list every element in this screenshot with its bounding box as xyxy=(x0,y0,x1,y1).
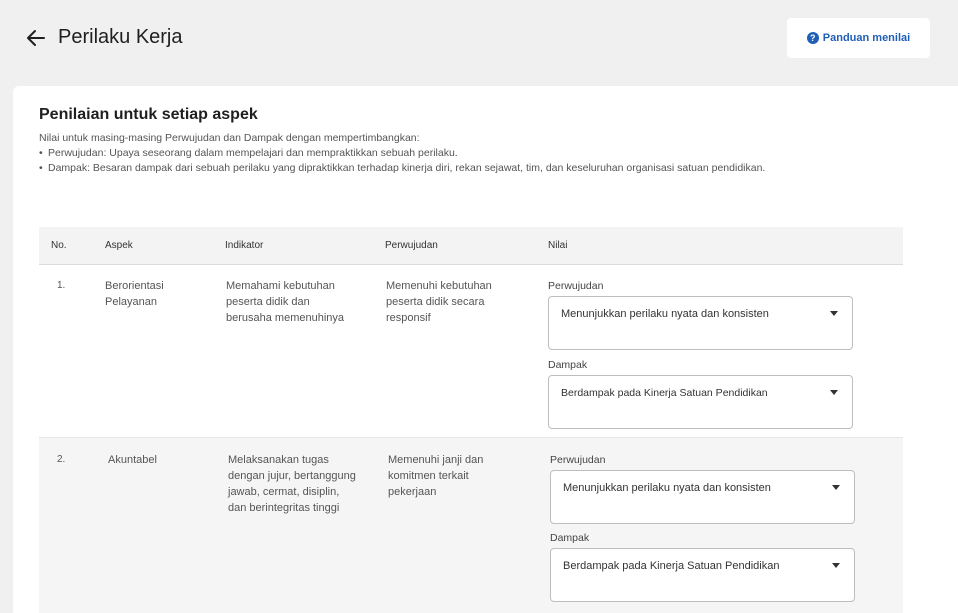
perwujudan-label: Perwujudan xyxy=(548,280,604,292)
perwujudan-select[interactable] xyxy=(548,296,853,350)
table-header xyxy=(39,227,903,265)
row-perwujudan: Memenuhi janji dan komitmen terkait pekerjaan xyxy=(388,454,484,498)
perwujudan-select-value: Menunjukkan perilaku nyata dan konsisten xyxy=(561,308,769,320)
perwujudan-label: Perwujudan xyxy=(550,454,606,466)
intro-text xyxy=(39,131,799,176)
header-no: No. xyxy=(51,240,67,251)
row-perwujudan: Memenuhi kebutuhan peserta didik secara responsif xyxy=(386,280,492,324)
dampak-select-value: Berdampak pada Kinerja Satuan Pendidikan xyxy=(561,387,768,399)
caret-down-icon xyxy=(830,390,838,395)
dampak-select[interactable] xyxy=(548,375,853,429)
header-perwujudan: Perwujudan xyxy=(385,240,438,251)
header-aspek: Aspek xyxy=(105,240,133,251)
guide-button-label: Panduan menilai xyxy=(822,32,911,44)
dampak-select[interactable] xyxy=(550,548,855,602)
assessment-card xyxy=(13,86,958,613)
row-indikator: Melaksanakan tugas dengan jujur, bertanggung jawab, cermat, disiplin, dan berintegritas tinggi xyxy=(228,454,356,514)
section-title: Penilaian untuk setiap aspek xyxy=(39,106,258,123)
row-indikator: Memahami kebutuhan peserta didik dan berusaha memenuhinya xyxy=(226,280,345,324)
bullet-dampak: • Dampak: Besaran dampak dari sebuah perilaku yang dipraktikkan terhadap kinerja diri, rekan sejawat, tim, dan keseluruhan organisasi satuan pendidikan. xyxy=(39,161,799,176)
dampak-label: Dampak xyxy=(550,532,590,544)
intro-description: Nilai untuk masing-masing Perwujudan dan Dampak dengan mempertimbangkan: xyxy=(39,132,420,144)
dampak-label: Dampak xyxy=(548,359,588,371)
caret-down-icon xyxy=(832,485,840,490)
header-nilai: Nilai xyxy=(548,240,568,251)
perwujudan-select[interactable] xyxy=(550,470,855,524)
intro-bullets xyxy=(39,146,799,176)
dampak-select-value: Berdampak pada Kinerja Satuan Pendidikan xyxy=(563,560,780,572)
table-row xyxy=(39,438,903,613)
guide-button[interactable] xyxy=(787,18,930,58)
question-circle-icon: ? xyxy=(807,32,819,44)
arrow-left-icon[interactable] xyxy=(26,28,46,48)
caret-down-icon xyxy=(832,563,840,568)
perwujudan-select-value: Menunjukkan perilaku nyata dan konsisten xyxy=(563,482,771,494)
row-number: 1. xyxy=(57,280,66,291)
header-indikator: Indikator xyxy=(225,240,264,251)
row-number: 2. xyxy=(57,454,66,465)
row-aspek: Berorientasi Pelayanan xyxy=(105,280,164,308)
row-aspek: Akuntabel xyxy=(108,454,157,466)
table-row xyxy=(39,266,903,438)
page-title: Perilaku Kerja xyxy=(58,26,183,48)
bullet-perwujudan: • Perwujudan: Upaya seseorang dalam mempelajari dan mempraktikkan sebuah perilaku. xyxy=(39,146,799,161)
top-bar xyxy=(0,0,958,80)
caret-down-icon xyxy=(830,311,838,316)
